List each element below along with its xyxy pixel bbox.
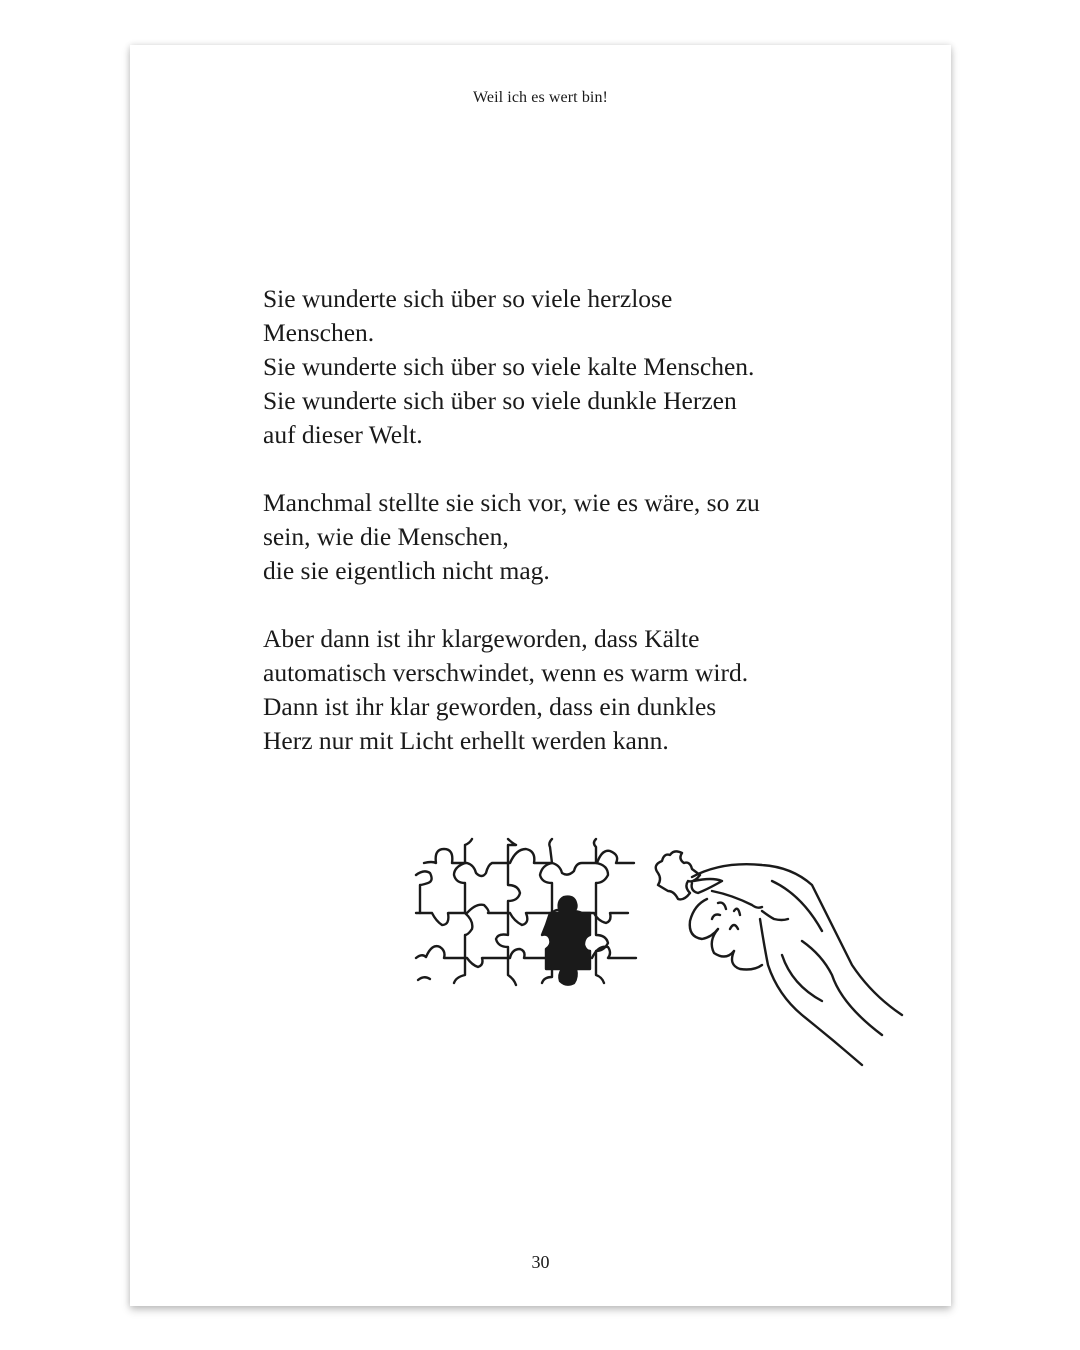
poem-text [263,282,823,792]
book-page [130,45,951,1306]
text-line: Sie wunderte sich über so viele kalte Menschen. [263,352,755,381]
text-line: Dann ist ihr klar geworden, dass ein dunkles [263,692,717,721]
puzzle-hand-illustration [412,825,947,1085]
running-header: Weil ich es wert bin! [473,89,608,106]
dark-puzzle-piece-icon [542,897,590,985]
text-line: Aber dann ist ihr klargeworden, dass Kälte [263,624,700,653]
text-line: Sie wunderte sich über so viele herzlose [263,284,673,313]
text-line: Sie wunderte sich über so viele dunkle Herzen [263,386,737,415]
text-line: Menschen. [263,318,375,347]
page-number: 30 [531,1252,550,1272]
puzzle-grid-icon [416,839,636,985]
text-line: Manchmal stellte sie sich vor, wie es wäre, so zu [263,488,760,517]
stanza-1 [263,282,823,452]
text-line: auf dieser Welt. [263,420,423,449]
text-line: Herz nur mit Licht erhellt werden kann. [263,726,669,755]
text-line: sein, wie die Menschen, [263,522,509,551]
hand-icon [690,864,902,1065]
text-line: die sie eigentlich nicht mag. [263,556,550,585]
stanza-3 [263,622,823,758]
stanza-2 [263,486,823,588]
text-line: automatisch verschwindet, wenn es warm wird. [263,658,749,687]
